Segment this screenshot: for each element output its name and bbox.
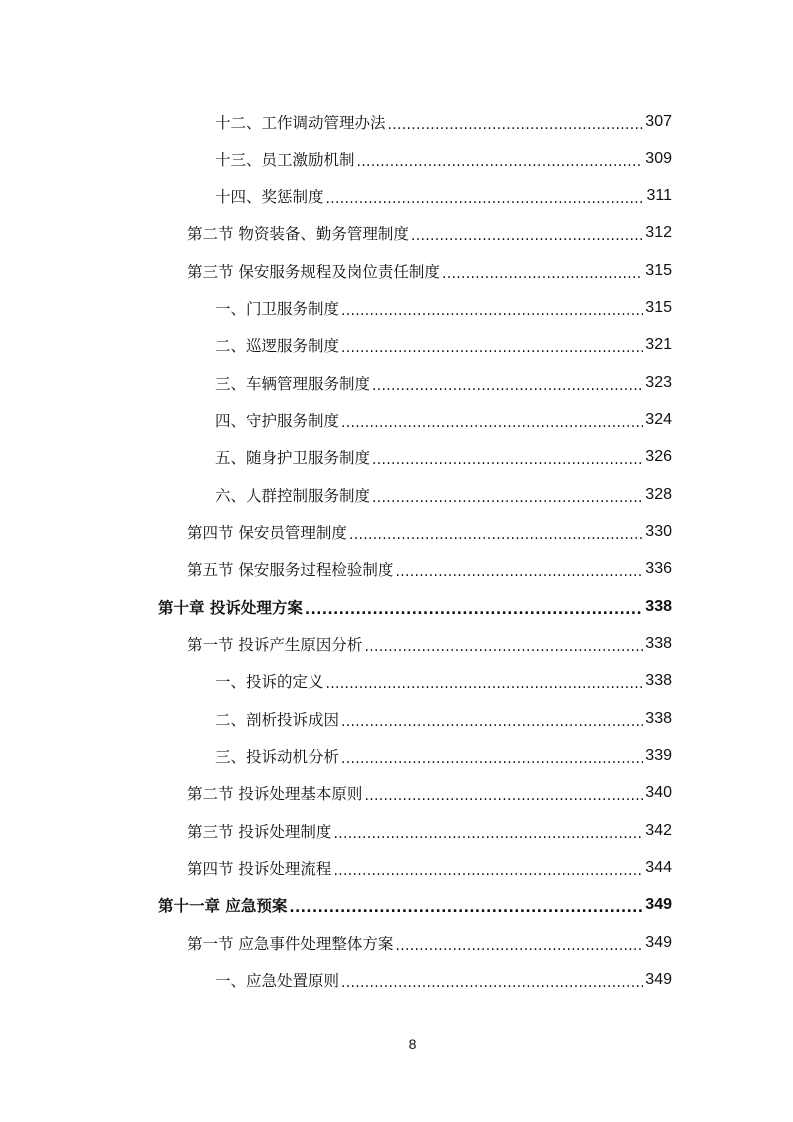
toc-entry-page: 349 [645,896,672,914]
toc-entry[interactable] [215,476,672,513]
toc-entry-page: 338 [645,635,672,653]
toc-entry[interactable] [215,364,672,401]
dot-leader [305,598,643,616]
dot-leader [341,747,643,765]
toc-entry-label: 三、投诉动机分析 [215,748,340,767]
toc-entry-page: 344 [645,859,672,877]
toc-entry-label: 四、守护服务制度 [215,412,340,431]
dot-leader [372,374,643,392]
toc-entry-label: 第一节 投诉产生原因分析 [187,636,363,655]
toc-entry-label: 十二、工作调动管理办法 [215,113,386,132]
toc-entry-label: 十三、员工激励机制 [215,150,355,169]
toc-entry-label: 第二节 投诉处理基本原则 [187,785,363,804]
page-number: 8 [408,1036,417,1052]
toc-entry-page: 336 [645,560,672,578]
dot-leader [341,299,643,317]
toc-entry[interactable] [187,252,672,289]
toc-entry-page: 323 [645,373,672,391]
toc-entry[interactable] [215,103,672,140]
toc-entry[interactable] [187,626,672,663]
toc-entry-page: 315 [645,261,672,279]
toc-entry-label: 一、投诉的定义 [215,673,324,692]
toc-entry-page: 309 [645,149,672,167]
toc-entry[interactable] [215,700,672,737]
toc-entry[interactable] [158,588,672,625]
dot-leader [395,934,643,952]
toc-entry[interactable] [187,551,672,588]
toc-entry[interactable] [187,775,672,812]
toc-entry[interactable] [215,140,672,177]
toc-entry-page: 307 [645,112,672,130]
toc-entry-page: 315 [645,299,672,317]
toc-entry[interactable] [215,738,672,775]
dot-leader [326,672,644,690]
dot-leader [372,486,643,504]
toc-entry-page: 349 [645,933,672,951]
toc-entry-label: 十四、奖惩制度 [215,188,324,207]
toc-entry[interactable] [187,812,672,849]
toc-entry-page: 324 [645,411,672,429]
toc-entry[interactable] [215,290,672,327]
toc-entry-page: 338 [645,597,672,615]
toc-entry-label: 第四节 投诉处理流程 [187,860,332,879]
toc-entry-label: 第四节 保安员管理制度 [187,524,347,543]
toc-entry[interactable] [215,402,672,439]
toc-entry-page: 338 [645,709,672,727]
dot-leader [442,262,643,280]
toc-entry[interactable] [215,327,672,364]
toc-entry-label: 一、门卫服务制度 [215,300,340,319]
dot-leader [341,710,643,728]
toc-entry-page: 339 [645,747,672,765]
toc-entry[interactable] [215,439,672,476]
toc-entry-label: 第三节 保安服务规程及岗位责任制度 [187,262,440,281]
toc-entry[interactable] [187,850,672,887]
toc-entry-page: 340 [645,784,672,802]
toc-entry-page: 321 [645,336,672,354]
toc-entry-label: 六、人群控制服务制度 [215,486,371,505]
toc-entry[interactable] [215,962,672,999]
toc-entry-label: 二、剖析投诉成因 [215,710,340,729]
dot-leader [364,784,643,802]
toc-entry[interactable] [215,663,672,700]
dot-leader [333,859,643,877]
toc-entry[interactable] [215,178,672,215]
toc-entry-page: 349 [645,971,672,989]
dot-leader [395,560,643,578]
toc-entry-label: 第五节 保安服务过程检验制度 [187,561,394,580]
dot-leader [357,150,644,168]
dot-leader [341,336,643,354]
dot-leader [388,113,644,131]
toc-entry-page: 312 [645,224,672,242]
toc-entry[interactable] [187,514,672,551]
toc-entry-label: 第三节 投诉处理制度 [187,822,332,841]
toc-entry-label: 一、应急处置原则 [215,972,340,991]
toc-entry-page: 330 [645,523,672,541]
dot-leader [349,523,643,541]
dot-leader [341,971,643,989]
dot-leader [411,224,643,242]
dot-leader [372,448,643,466]
toc-entry-page: 342 [645,821,672,839]
dot-leader [341,411,643,429]
toc-entry-label: 二、巡逻服务制度 [215,337,340,356]
toc-entry[interactable] [158,887,672,924]
toc-entry[interactable] [187,924,672,961]
toc-entry-page: 326 [645,448,672,466]
toc-entry[interactable] [187,215,672,252]
dot-leader [333,822,643,840]
toc-entry-label: 三、车辆管理服务制度 [215,374,371,393]
toc-entry-page: 311 [646,187,672,205]
dot-leader [289,896,643,914]
dot-leader [326,187,645,205]
toc-entry-page: 328 [645,485,672,503]
dot-leader [364,635,643,653]
toc-entry-label: 第一节 应急事件处理整体方案 [187,934,394,953]
toc-entry-page: 338 [645,672,672,690]
toc-entry-label: 第十一章 应急预案 [158,897,288,916]
toc-entry-label: 第十章 投诉处理方案 [158,598,303,617]
toc-entry-label: 第二节 物资装备、勤务管理制度 [187,225,409,244]
toc-entry-label: 五、随身护卫服务制度 [215,449,371,468]
